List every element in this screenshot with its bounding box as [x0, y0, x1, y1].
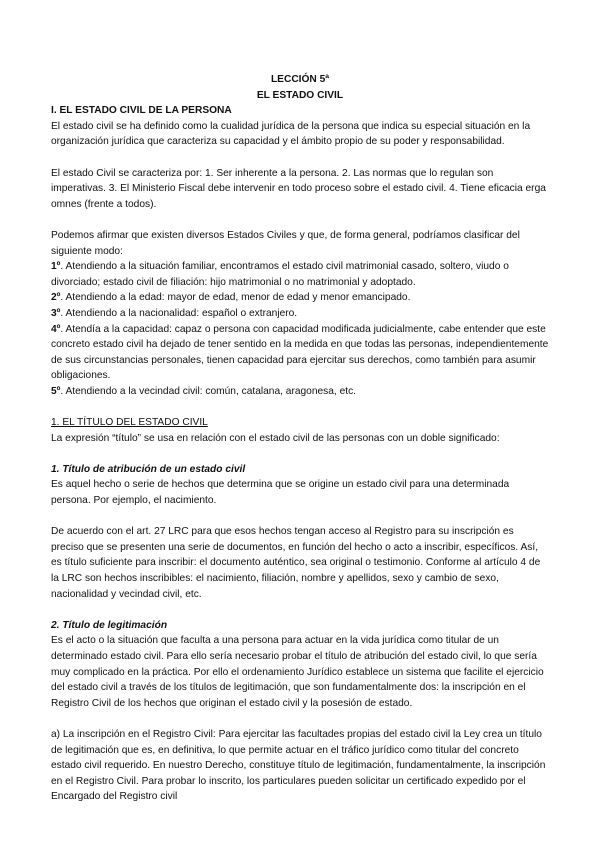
list-item: [51, 290, 549, 306]
list-item-text: . Atendía a la capacidad: capaz o persona con capacidad modificada judicialmente, cabe entender que este concreto estado civil ha dejado de tener sentido en la medida en que todas las personas, independientemente de sus circunstancias personales, tienen capacidad para ejercitar sus derechos, como también para asumir obligaciones.: [51, 323, 549, 382]
list-item-text: . Atendiendo a la situación familiar, encontramos el estado civil matrimonial casado, soltero, viudo o divorciado; estado civil de filiación: hijo matrimonial o no matrimonial y adoptado.: [51, 261, 509, 288]
list-item-text: . Atendiendo a la edad: mayor de edad, menor de edad y menor emancipado.: [60, 292, 411, 304]
paragraph: El estado Civil se caracteriza por: 1. Ser inherente a la persona. 2. Las normas que lo regulan son imperativas. 3. El Ministerio Fiscal debe intervenir en todo proceso sobre el estado civil. 4. Tiene eficacia erga omnes (frente a todos).: [51, 167, 546, 210]
list-item: [51, 322, 549, 384]
list-item-number: 4º: [51, 323, 61, 335]
list-item-text: . Atendiendo a la vecindad civil: común, catalana, aragonesa, etc.: [60, 385, 357, 397]
lesson-number: LECCIÓN 5ª: [270, 74, 330, 85]
paragraph: a) La inscripción en el Registro Civil: Para ejercitar las facultades propias del estado civil la Ley crea un título de legitimación que es, en definitiva, lo que permite actuar en el tráfico jurídico como titular del concreto estado civil requerido. En nuestro Derecho, constituye título de legitimación, fundamentalmente, la inscripción en el Registro Civil. Para probar lo inscrito, los particulares pueden solicitar un certificado expedido por el Encargado del Registro civil: [51, 728, 546, 803]
list-item: [51, 384, 549, 400]
list-item-number: 2º: [51, 292, 61, 304]
list-item-number: 1º: [51, 261, 61, 273]
lesson-title: EL ESTADO CIVIL: [256, 89, 344, 101]
section-heading-2: 1. EL TÍTULO DEL ESTADO CIVIL: [51, 417, 208, 429]
list-item: [51, 259, 549, 290]
paragraph: Podemos afirmar que existen diversos Estados Civiles y que, de forma general, podríamos clasificar del siguiente modo:: [51, 229, 520, 257]
list-item-number: 3º: [51, 307, 61, 319]
subsection-heading: 1. Título de atribución de un estado civil: [51, 463, 246, 475]
list-item-text: . Atendiendo a la nacionalidad: español o extranjero.: [60, 307, 298, 319]
paragraph: Es el acto o la situación que faculta a una persona para actuar en la vida jurídica como titular de un determinado estado civil. Para ello sería necesario probar el título de atribución del estado civil, lo que sería muy complicado en la práctica. Por ello el ordenamiento Jurídico establece un sistema que facilite el ejercicio del estado civil a través de los títulos de legitimación, que son fundamentalmente dos: la inscripción en el Registro Civil de los hechos que originan el estado civil y la posesión de estado.: [51, 635, 544, 709]
subsection-heading: 2. Título de legitimación: [51, 619, 168, 631]
paragraph: La expresión “título” se usa en relación con el estado civil de las personas con un doble significado:: [51, 432, 500, 444]
paragraph: De acuerdo con el art. 27 LRC para que esos hechos tengan acceso al Registro para su inscripción es preciso que se presenten una serie de documentos, en función del hecho o acto a inscribir, específicos. Así, es título suficiente para inscribir: el documento auténtico, sea original o testimonio. Conforme al artículo 4 de la LRC son hechos inscribibles: el nacimiento, filiación, nombre y apellidos, sexo y cambio de sexo, nacionalidad y vecindad civil, etc.: [51, 526, 541, 600]
list-item: [51, 306, 549, 322]
section-heading: I. EL ESTADO CIVIL DE LA PERSONA: [51, 105, 232, 117]
list-item-number: 5º: [51, 385, 61, 397]
paragraph: Es aquel hecho o serie de hechos que determina que se origine un estado civil para una determinada persona. Por ejemplo, el nacimiento.: [51, 479, 510, 507]
paragraph: El estado civil se ha definido como la cualidad jurídica de la persona que indica su especial situación en la organización jurídica que caracteriza su capacidad y el ámbito propio de su poder y responsabilidad.: [51, 120, 531, 148]
